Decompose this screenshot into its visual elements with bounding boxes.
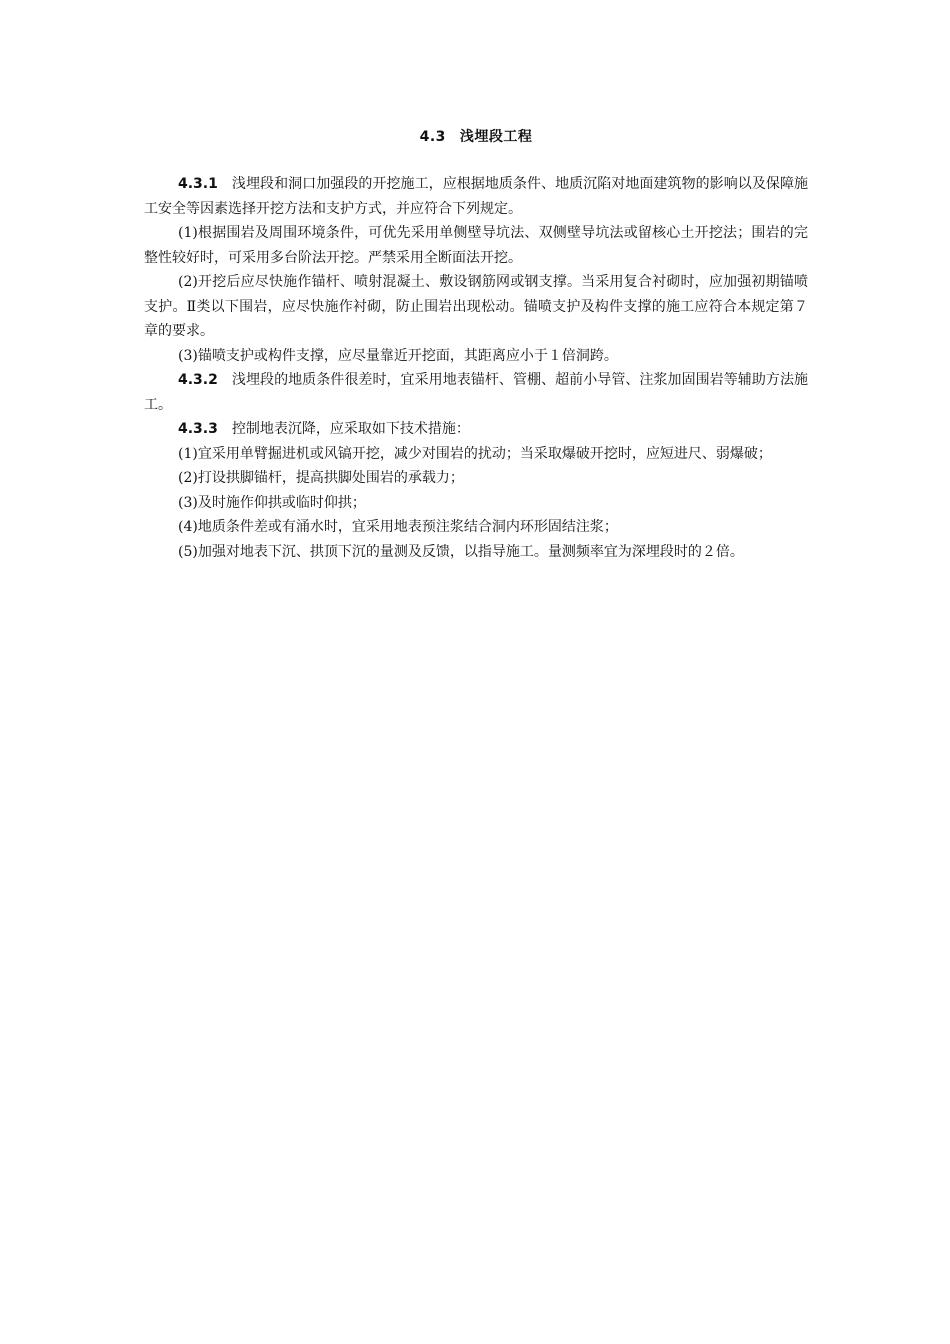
list-item-1 [144, 221, 808, 270]
paragraph-text: (4)地质条件差或有涌水时，宜采用地表预注浆结合洞内环形固结注浆； [178, 519, 618, 535]
paragraph-text: (3)锚喷支护或构件支撑，应尽量靠近开挖面，其距离应小于１倍洞跨。 [178, 347, 618, 364]
section-heading-text: 浅埋段工程 [459, 129, 533, 145]
document-page [144, 124, 808, 564]
section-title [144, 124, 808, 150]
paragraph-text: 浅埋段和洞口加强段的开挖施工，应根据地质条件、地质沉陷对地面建筑物的影响以及保障施工安全等因素选择开挖方法和支护方式，并应符合下列规定。 [144, 176, 808, 217]
paragraph-text: (3)及时施作仰拱或临时仰拱； [178, 494, 366, 511]
list-item-5 [144, 540, 808, 565]
list-item-1 [144, 442, 808, 467]
clause-number: 4.3.1 [178, 176, 218, 192]
clause-number: 4.3.2 [178, 372, 218, 388]
list-item-2 [144, 270, 808, 344]
paragraph-text: 浅埋段的地质条件很差时，宜采用地表锚杆、管棚、超前小导管、注浆加固围岩等辅助方法施工。 [144, 372, 808, 413]
list-item-3 [144, 491, 808, 516]
paragraph-text: (5)加强对地表下沉、拱顶下沉的量测及反馈，以指导施工。量测频率宜为深埋段时的２倍。 [178, 543, 744, 560]
clause-number: 4.3.3 [178, 421, 218, 437]
list-item-3 [144, 344, 808, 369]
list-item-4 [144, 515, 808, 540]
paragraph-text: (1)根据围岩及周围环境条件，可优先采用单侧壁导坑法、双侧壁导坑法或留核心土开挖法；围岩的完整性较好时，可采用多台阶法开挖。严禁采用全断面法开挖。 [144, 225, 808, 266]
paragraph-text: 控制地表沉降，应采取如下技术措施： [231, 421, 470, 437]
section-number: 4.3 [419, 129, 446, 145]
clause-4-3-3 [144, 417, 808, 442]
paragraph-text: (2)打设拱脚锚杆，提高拱脚处围岩的承载力； [178, 470, 464, 486]
list-item-2 [144, 466, 808, 491]
clause-4-3-1 [144, 172, 808, 221]
clause-4-3-2 [144, 368, 808, 417]
paragraph-text: (2)开挖后应尽快施作锚杆、喷射混凝土、敷设钢筋网或钢支撑。当采用复合衬砌时，应加强初期锚喷支护。Ⅱ类以下围岩，应尽快施作衬砌，防止围岩出现松动。锚喷支护及构件支撑的施工应符合本规定第７章的要求。 [144, 274, 808, 339]
paragraph-text: (1)宜采用单臂掘进机或风镐开挖，减少对围岩的扰动；当采取爆破开挖时，应短进尺、弱爆破； [178, 445, 772, 462]
